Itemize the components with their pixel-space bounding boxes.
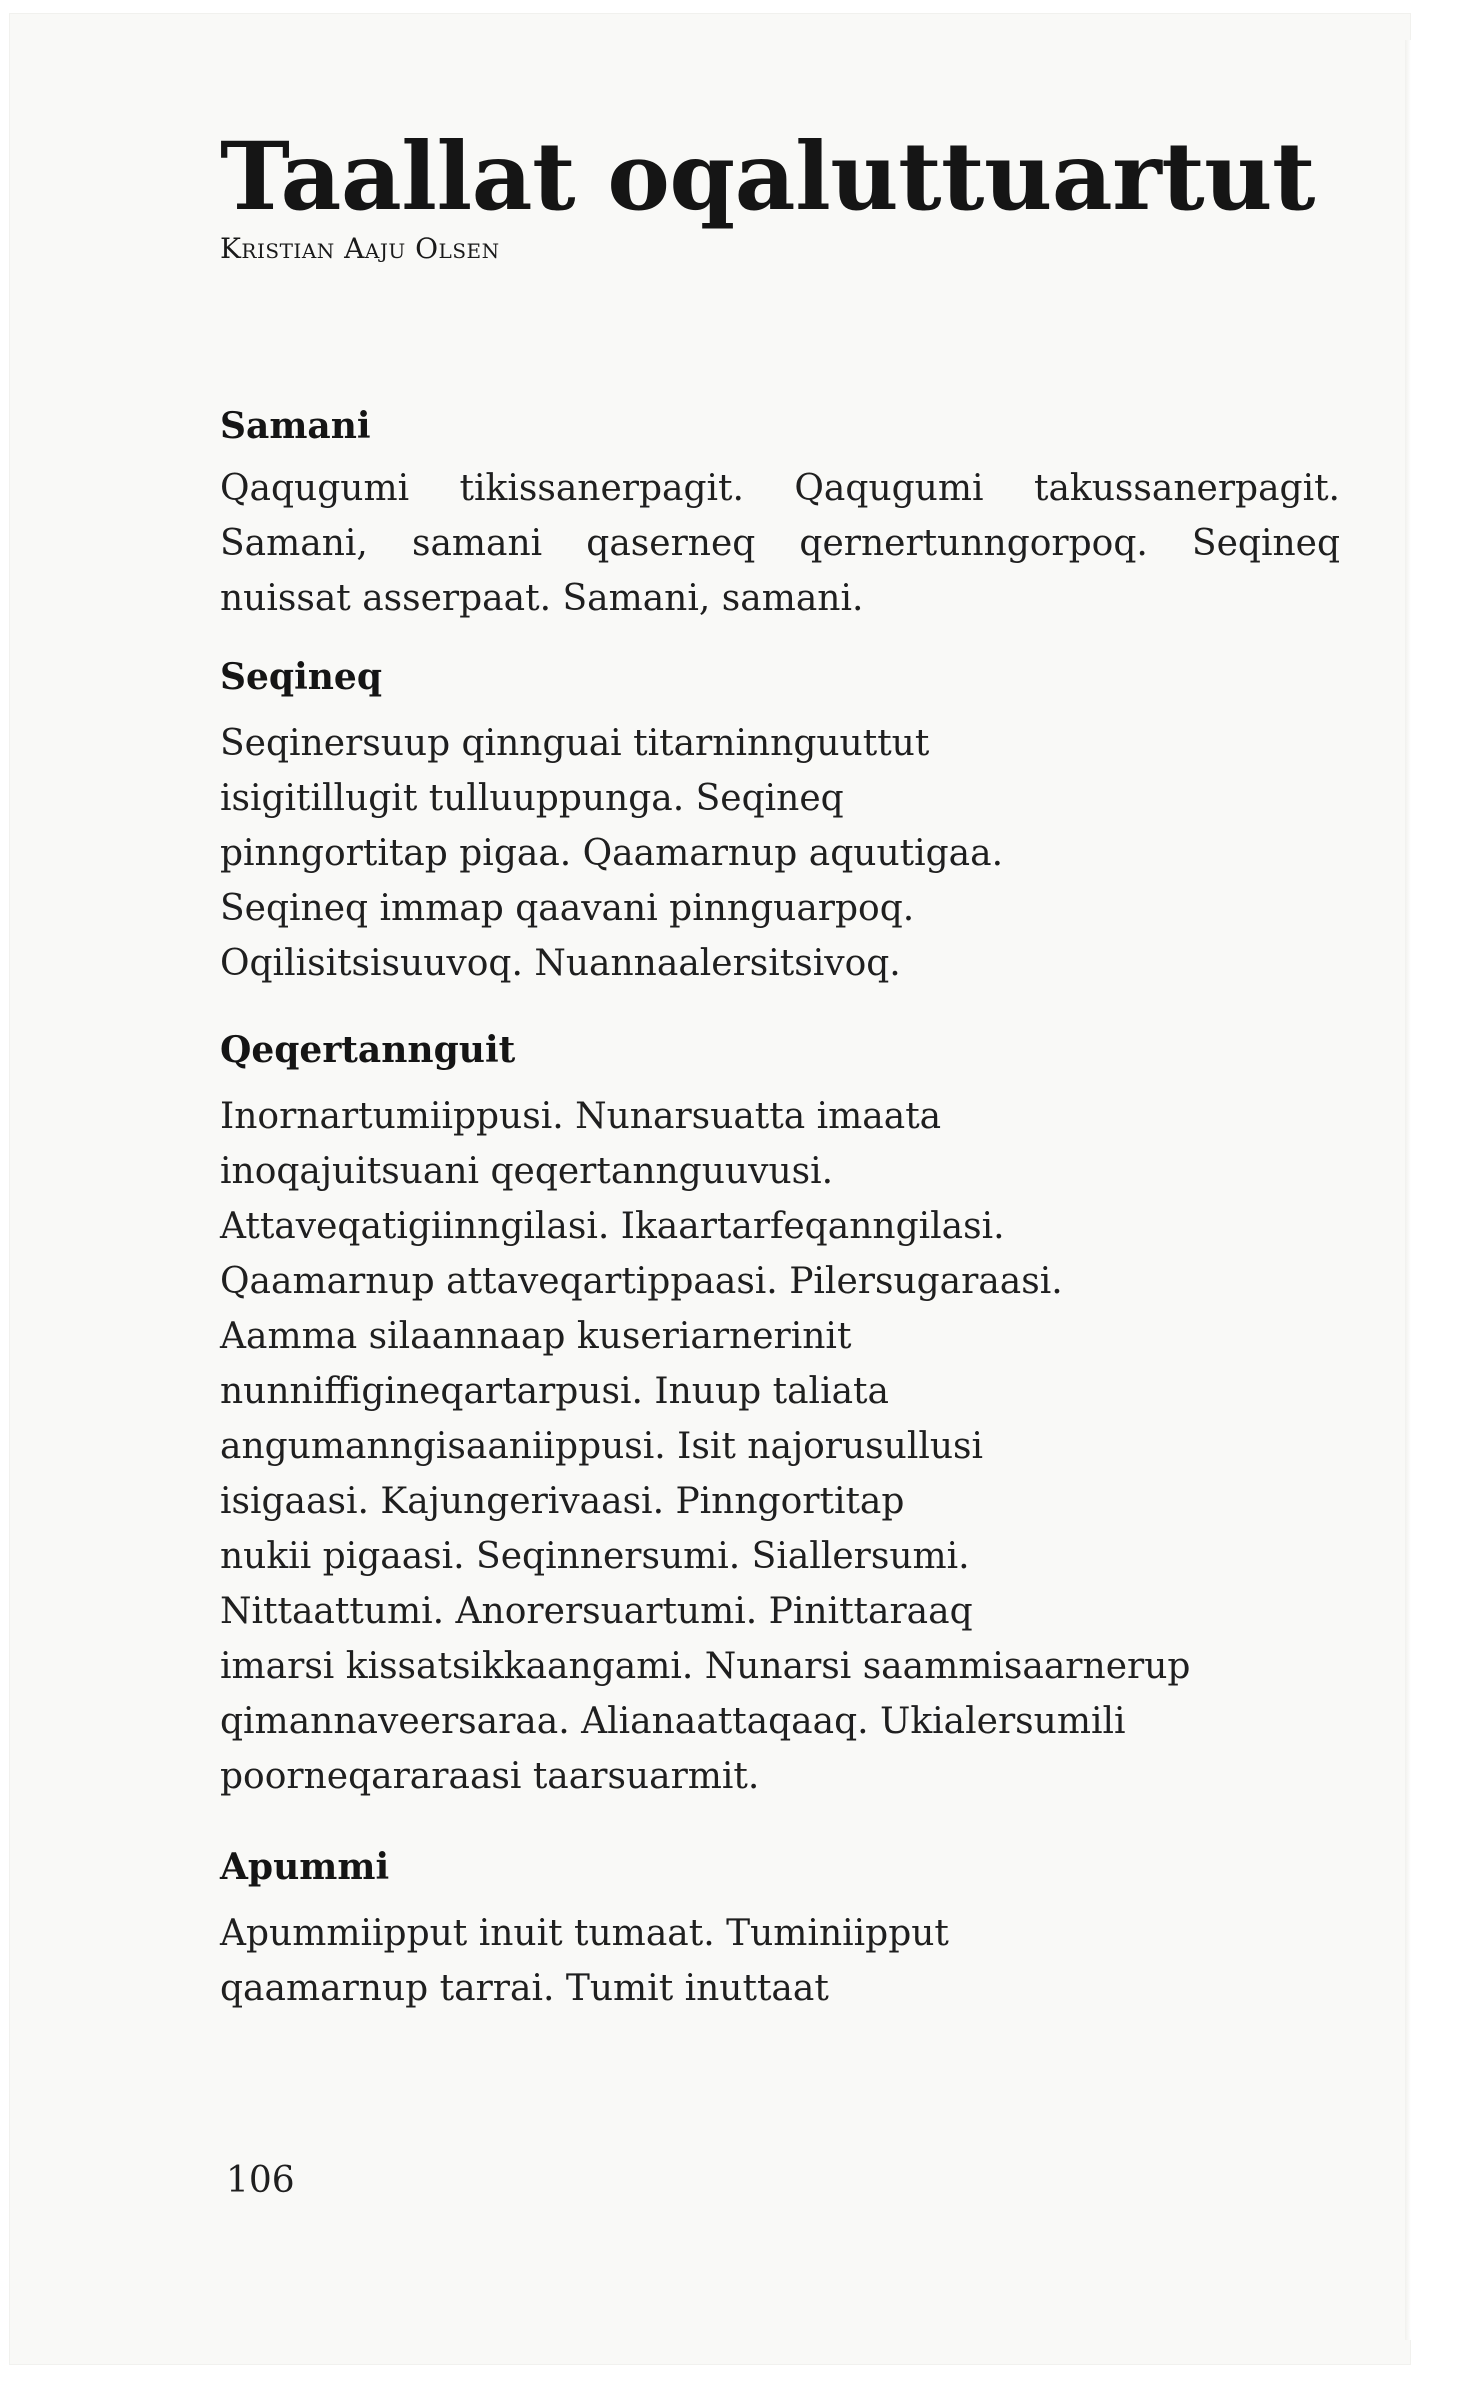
text-line: Nittaattumi. Anorersuartumi. Pinittaraaq [220, 1591, 973, 1632]
text-line: nunniffigineqartarpusi. Inuup taliata [220, 1371, 889, 1412]
page-content [220, 122, 1340, 2016]
section-apummi [220, 1846, 1340, 2016]
section-qeqertannguit [220, 1029, 1340, 1804]
section-title: Seqineq [220, 656, 382, 698]
section-paragraph [220, 1906, 1340, 2016]
text-line: Apummiipput inuit tumaat. Tuminiipput [220, 1913, 949, 1954]
text-line: angumanngisaaniippusi. Isit najorusullusi [220, 1426, 984, 1467]
text-line: Seqinersuup qinnguai titarninnguuttut [220, 723, 930, 764]
text-line: nukii pigaasi. Seqinnersumi. Siallersumi. [220, 1536, 970, 1577]
section-title: Apummi [220, 1846, 390, 1888]
section-paragraph: Qaqugumi tikissanerpagit. Qaqugumi takussanerpagit. Samani, samani qaserneq qernertunngorpoq. Seqineq nuissat asserpaat. Samani, samani. [220, 468, 1340, 619]
page-number: 106 [226, 2160, 295, 2201]
text-line: isigaasi. Kajungerivaasi. Pinngortitap [220, 1481, 905, 1522]
text-line: isigitillugit tulluuppunga. Seqineq [220, 778, 844, 819]
text-line: qimannaveersaraa. Alianaattaqaaq. Ukialersumili [220, 1701, 1126, 1742]
text-line: Attaveqatigiinngilasi. Ikaartarfeqanngilasi. [220, 1206, 1005, 1247]
section-paragraph [220, 716, 1340, 991]
text-line: Inornartumiippusi. Nunarsuatta imaata [220, 1096, 942, 1137]
text-line: pinngortitap pigaa. Qaamarnup aquutigaa. [220, 833, 1004, 874]
text-line: Qaamarnup attaveqartippaasi. Pilersugaraasi. [220, 1261, 1063, 1302]
section-paragraph [220, 1089, 1340, 1804]
section-samani [220, 405, 1340, 626]
text-line: qaamarnup tarrai. Tumit inuttaat [220, 1968, 829, 2009]
author-name: Kristian Aaju Olsen [220, 232, 500, 265]
text-line: imarsi kissatsikkaangami. Nunarsi saammisaarnerup [220, 1646, 1191, 1687]
section-title: Samani [220, 405, 371, 447]
text-line: Aamma silaannaap kuseriarnerinit [220, 1316, 852, 1357]
page-edge-shadow [1405, 40, 1411, 2340]
text-line: poorneqararaasi taarsuarmit. [220, 1756, 760, 1797]
text-line: Seqineq immap qaavani pinnguarpoq. [220, 888, 915, 929]
section-seqineq [220, 656, 1340, 991]
text-line: inoqajuitsuani qeqertannguuvusi. [220, 1151, 834, 1192]
text-line: Oqilisitsisuuvoq. Nuannaalersitsivoq. [220, 943, 901, 984]
page-title: Taallat oqaluttuartut [220, 122, 1315, 232]
section-title: Qeqertannguit [220, 1029, 516, 1071]
